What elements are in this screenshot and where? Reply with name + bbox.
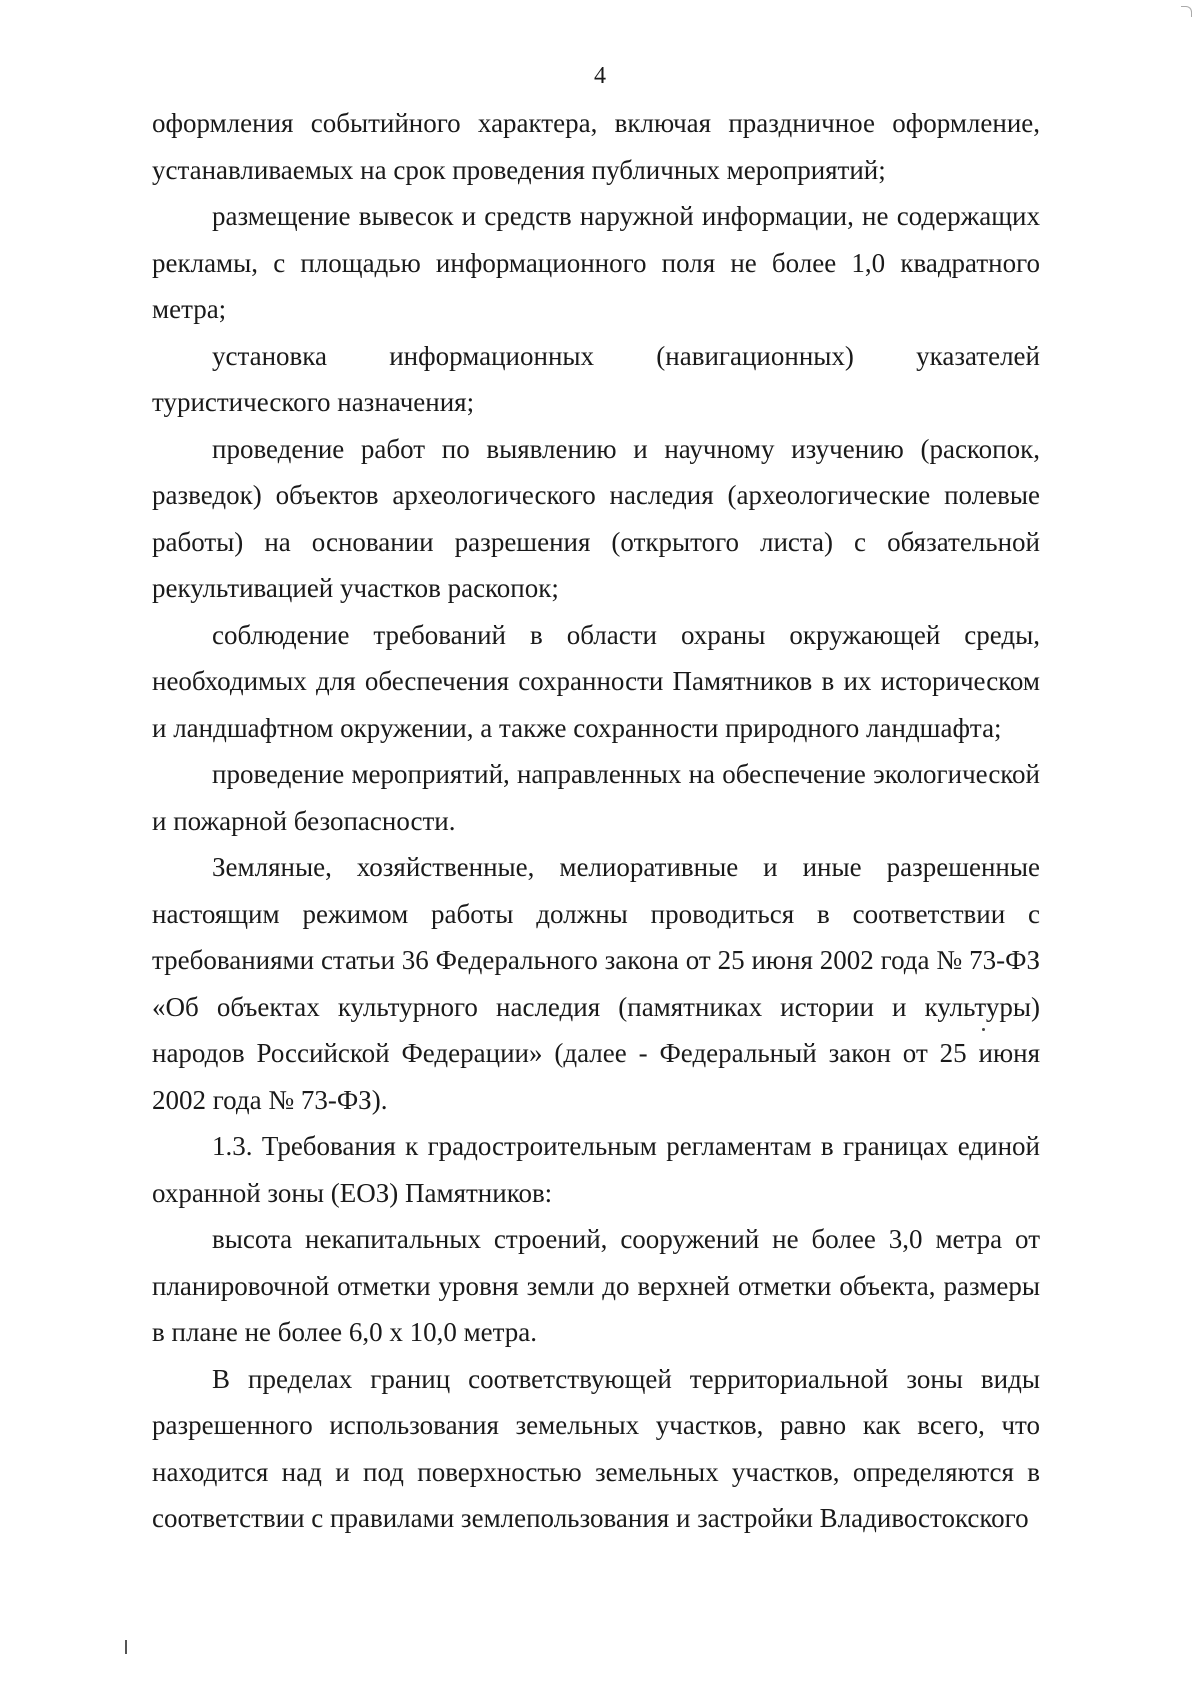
paragraph-section-1-3: 1.3. Требования к градостроительным регламентам в границах единой охранной зоны (ЕОЗ) Памятников:	[152, 1131, 1040, 1208]
paragraph-archaeology: проведение работ по выявлению и научному изучению (раскопок, разведок) объектов археологического наследия (археологические полевые работы) на основании разрешения (открытого листа) с обязательной рекультивацией участков раскопок;	[152, 433, 1040, 603]
paragraph-land-use: В пределах границ соответствующей территориальной зоны виды разрешенного использования земельных участков, равно как всего, что находится над и под поверхностью земельных участков, определяются в соответствии с правилами землепользования и застройки Владивостокского	[152, 1363, 1040, 1533]
scan-corner-mark	[1181, 6, 1192, 17]
paragraph-earthworks: Земляные, хозяйственные, мелиоративные и иные разрешенные настоящим режимом работы должны проводиться в соответствии с требованиями статьи 36 Федерального закона от 25 июня 2002 года № 73-ФЗ «Об объектах культурного наследия (памятниках истории и культуры) народов Российской Федерации» (далее - Федеральный закон от 25 июня 2002 года № 73-ФЗ).	[152, 852, 1040, 1115]
page-number: 4	[594, 63, 606, 89]
document-body	[152, 100, 1040, 1542]
paragraph-environment: соблюдение требований в области охраны окружающей среды, необходимых для обеспечения сохранности Памятников в их историческом и ландшафтном окружении, а также сохранности природного ландшафта;	[152, 619, 1040, 743]
paragraph-tourist-signs: установка информационных (навигационных) указателей туристического назначения;	[152, 340, 1040, 417]
paragraph-safety: проведение мероприятий, направленных на обеспечение экологической и пожарной безопасности.	[152, 759, 1040, 836]
paragraph-decorations: оформления событийного характера, включая праздничное оформление, устанавливаемых на срок проведения публичных мероприятий;	[152, 108, 1040, 185]
scan-dot-mark	[982, 1028, 985, 1031]
paragraph-height-limits: высота некапитальных строений, сооружений не более 3,0 метра от планировочной отметки уровня земли до верхней отметки объекта, размеры в плане не более 6,0 х 10,0 метра.	[152, 1224, 1040, 1347]
paragraph-signage: размещение вывесок и средств наружной информации, не содержащих рекламы, с площадью информационного поля не более 1,0 квадратного метра;	[152, 201, 1040, 324]
scan-artifact-mark	[125, 1640, 127, 1654]
